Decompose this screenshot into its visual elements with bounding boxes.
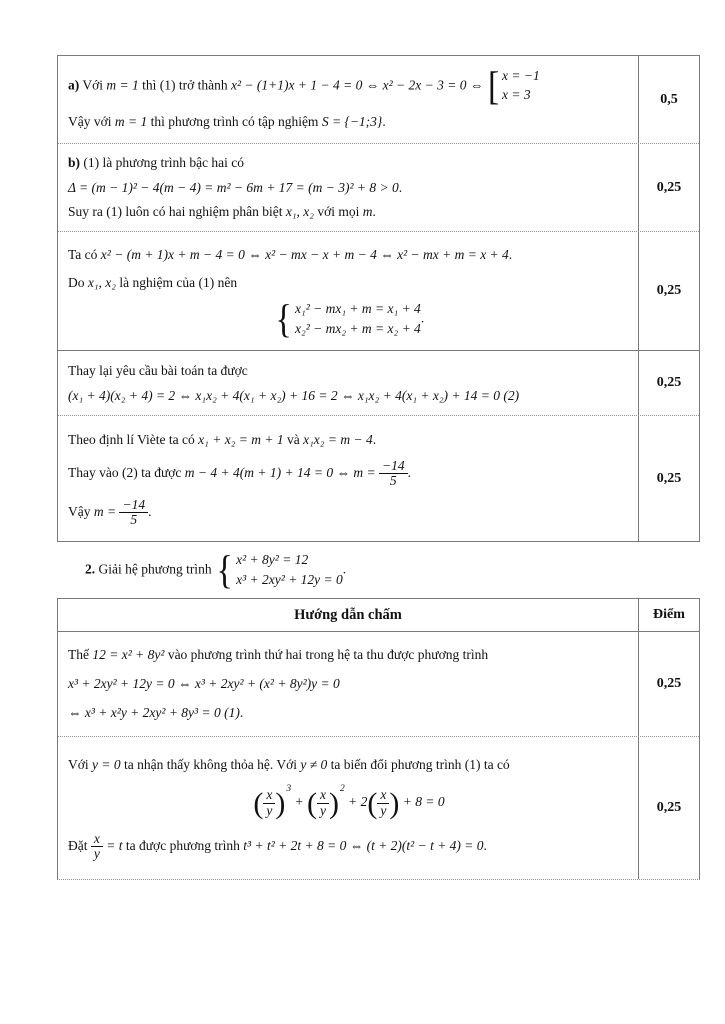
math-segment: x² − (1+1)x + 1 − 4 = 0 ⇔ x² − 2x − 3 = 0 ⇔ (231, 77, 487, 93)
square-bracket-glyph: [ (487, 62, 500, 108)
text-segment: . (372, 431, 377, 447)
math-segment: m = (93, 503, 120, 519)
text-segment: Suy ra (1) luôn có hai nghiệm phân biệt (68, 204, 286, 220)
close-paren-glyph: ) (275, 786, 286, 820)
text-segment: Thay vào (2) ta được (68, 464, 185, 480)
text-segment: Do (68, 274, 88, 290)
grading-table-2-header (58, 599, 699, 632)
table-row (58, 351, 699, 416)
fraction (377, 788, 389, 817)
math-segment: 12 = x² + 8y² (92, 647, 165, 663)
table-row (58, 232, 699, 351)
text-segment: là nghiệm của (1) nên (116, 274, 238, 290)
equation-system-brace (215, 547, 343, 592)
text-segment: (1) là phương trình bậc hai có (80, 155, 245, 171)
text-segment: . (382, 113, 386, 129)
answer-line (68, 296, 630, 342)
answer-line (68, 832, 630, 861)
bold-text-segment: b) (68, 155, 81, 171)
math-segment: t³ + t² + 2t + 8 = 0 ⇔ (t + 2)(t² − t + 4) = 0 (243, 837, 484, 853)
fraction-denominator: 5 (130, 512, 138, 528)
fraction-numerator: −14 (379, 459, 408, 474)
answer-line (68, 386, 630, 406)
math-segment: + 2 (344, 794, 368, 810)
math-segment: x³ + 2xy² + 12y = 0 ⇔ x³ + 2xy² + (x² + 8y²)y = 0 (68, 676, 340, 692)
math-segment: m (362, 204, 373, 220)
open-paren-glyph: ( (367, 786, 378, 820)
answer-cell (58, 351, 639, 415)
math-segment: x₁, x₂ (87, 274, 116, 290)
fraction-denominator: y (93, 845, 100, 861)
answer-line (68, 459, 630, 488)
text-segment: Thay lại yêu cầu bài toán ta được (68, 362, 248, 378)
close-paren-glyph: ) (329, 786, 339, 820)
open-paren-glyph: ( (253, 786, 264, 820)
text-segment: với mọi (313, 204, 363, 220)
exponent: 3 (286, 784, 292, 795)
points-cell: 0,25 (656, 676, 682, 691)
answer-line (68, 645, 630, 665)
points-cell: 0,25 (656, 470, 682, 486)
text-segment: . (407, 464, 411, 480)
system-line: x² + 8y² = 12 (236, 551, 309, 567)
text-segment: . (148, 503, 152, 519)
grading-table-question-2 (57, 598, 700, 880)
points-cell: 0,25 (656, 179, 682, 195)
math-segment: S = {−1;3} (321, 113, 383, 129)
curly-brace-glyph: { (275, 296, 292, 342)
exponent: 2 (340, 784, 345, 795)
fraction-denominator: 5 (389, 473, 397, 489)
solution-cases-bracket (487, 62, 540, 108)
math-segment: y ≠ 0 (300, 756, 328, 772)
fraction (91, 832, 103, 861)
text-segment: Thế (68, 647, 93, 663)
math-segment: Δ = (m − 1)² − 4(m − 4) = m² − 6m + 17 = (m − 3)² + 8 > 0 (68, 179, 399, 195)
text-segment: Theo định lí Viète ta có (68, 431, 199, 447)
parenthesized-fraction (307, 784, 345, 820)
answer-line (68, 112, 630, 132)
curly-brace-glyph: { (216, 547, 233, 592)
question-2-line (85, 547, 347, 592)
math-segment: m = 1 (106, 77, 139, 93)
table-row (58, 144, 699, 232)
system-line: x = 3 (502, 87, 531, 103)
math-segment: ⇔ x³ + x²y + 2xy² + 8y³ = 0 (1) (68, 705, 240, 721)
text-segment: . (372, 204, 376, 220)
equation-system-brace (274, 296, 421, 342)
system-line: x = −1 (502, 67, 540, 83)
text-segment: và (283, 431, 304, 447)
table-row (58, 56, 699, 144)
answer-cell (58, 144, 639, 231)
math-segment: m = 1 (114, 113, 148, 129)
fraction (317, 788, 329, 817)
math-segment: m − 4 + 4(m + 1) + 14 = 0 ⇔ m = (184, 464, 379, 480)
close-paren-glyph: ) (389, 786, 400, 820)
guide-header-cell: Hướng dẫn chấm (58, 599, 639, 631)
answer-cell (58, 737, 639, 879)
table-row (58, 416, 699, 541)
table-row (58, 632, 699, 737)
answer-line (68, 498, 630, 527)
points-cell: 0,25 (656, 375, 682, 390)
text-segment: ta biến đổi phương trình (1) ta có (327, 756, 510, 772)
math-segment: + 8 = 0 (399, 794, 445, 810)
points-header-cell: Điểm (653, 607, 685, 622)
bold-text-segment: 2. (85, 561, 96, 577)
fraction-denominator: y (266, 802, 273, 818)
text-segment: Giải hệ phương trình (95, 561, 215, 577)
question-2-statement (85, 543, 346, 597)
text-segment: thì (1) trở thành (138, 77, 232, 93)
text-segment: . (239, 705, 244, 721)
points-cell: 0,5 (660, 91, 678, 107)
system-lines (502, 68, 540, 105)
text-segment: vào phương trình thứ hai trong hệ ta thu được phương trình (164, 647, 489, 663)
fraction (263, 788, 275, 817)
system-lines (295, 301, 421, 338)
text-segment: . (508, 246, 513, 262)
answer-line (68, 245, 630, 265)
system-lines (236, 552, 343, 589)
bold-text-segment: a) (68, 77, 80, 93)
answer-line (68, 784, 630, 820)
answer-line (68, 755, 630, 775)
answer-line (68, 178, 630, 198)
math-segment: = t (102, 837, 123, 853)
text-segment: thì phương trình có tập nghiệm (147, 113, 322, 129)
open-paren-glyph: ( (307, 786, 317, 820)
answer-line (68, 430, 630, 450)
text-segment: Vậy với (68, 113, 115, 129)
math-segment: y = 0 (92, 756, 121, 772)
answer-cell (58, 416, 639, 541)
text-segment: ta nhận thấy không thỏa hệ. Với (120, 756, 301, 772)
grading-table-question-1 (57, 55, 700, 542)
fraction (119, 498, 148, 527)
answer-line (68, 273, 630, 293)
answer-cell (58, 232, 639, 350)
table-row (58, 737, 699, 879)
math-segment: x² − (m + 1)x + m − 4 = 0 ⇔ x² − mx − x + m − 4 ⇔ x² − mx + m = x + 4 (100, 246, 509, 262)
fraction-numerator: −14 (119, 498, 148, 513)
text-segment: Với (68, 756, 93, 772)
text-segment: . (398, 179, 403, 195)
math-segment: x₁ + x₂ = m + 1 (198, 431, 284, 447)
fraction-numerator: x (263, 788, 275, 803)
text-segment: . (420, 310, 425, 326)
parenthesized-fraction (253, 784, 292, 820)
fraction-numerator: x (377, 788, 389, 803)
fraction-numerator: x (317, 788, 329, 803)
math-segment: x₁, x₂ (285, 204, 314, 220)
answer-line (68, 674, 630, 694)
parenthesized-fraction (367, 786, 400, 820)
system-line: x₂² − mx₂ + m = x₂ + 4 (295, 320, 421, 336)
text-segment: Đặt (68, 837, 91, 853)
points-cell: 0,25 (656, 283, 682, 298)
answer-cell (58, 632, 639, 736)
text-segment: . (483, 837, 487, 853)
answer-cell (58, 56, 639, 143)
answer-line (68, 361, 630, 381)
math-segment: + (291, 794, 307, 810)
system-line: x₁² − mx₁ + m = x₁ + 4 (295, 300, 421, 316)
answer-line (68, 153, 630, 173)
text-segment: Với (79, 77, 107, 93)
answer-line (68, 202, 630, 222)
fraction-denominator: y (320, 802, 326, 818)
text-segment: . (342, 561, 347, 577)
fraction-denominator: y (380, 802, 387, 818)
system-line: x³ + 2xy² + 12y = 0 (236, 571, 343, 587)
points-cell: 0,25 (656, 800, 682, 815)
text-segment: ta được phương trình (122, 837, 244, 853)
math-segment: x₁x₂ = m − 4 (303, 431, 373, 447)
fraction (379, 459, 408, 488)
math-segment: (x₁ + 4)(x₂ + 4) = 2 ⇔ x₁x₂ + 4(x₁ + x₂) + 16 = 2 ⇔ x₁x₂ + 4(x₁ + x₂) + 14 = 0 (2) (68, 387, 520, 403)
grading-table-2-rows (58, 632, 699, 879)
fraction-numerator: x (91, 832, 103, 847)
text-segment: Ta có (68, 246, 101, 262)
grading-table-1-rows (58, 56, 699, 541)
text-segment: Vậy (68, 503, 94, 519)
answer-line (68, 62, 630, 108)
answer-line (68, 703, 630, 723)
